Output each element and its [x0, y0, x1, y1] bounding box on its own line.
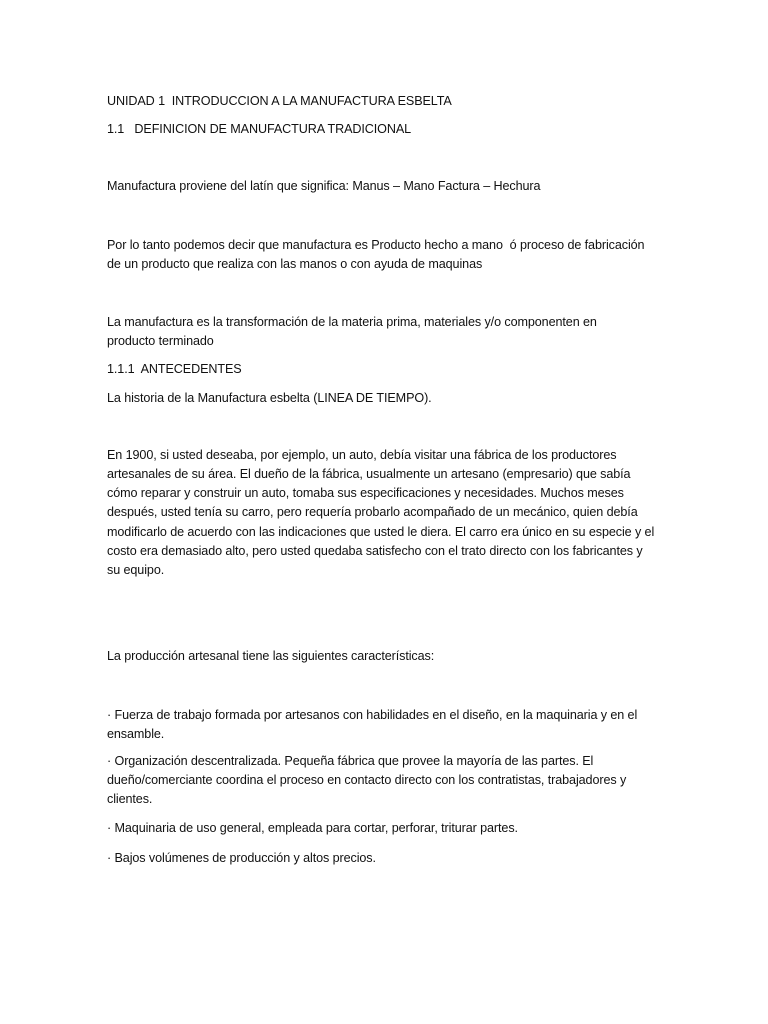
subsection-heading: 1.1.1 ANTECEDENTES [107, 362, 242, 376]
history-paragraph-line: costo era demasiado alto, pero usted quedaba satisfecho con el trato directo con los fabricantes y [107, 544, 643, 558]
history-paragraph-line: artesanales de su área. El dueño de la fábrica, usualmente un artesano (empresario) que sabía [107, 467, 631, 481]
characteristic-item-line: · Maquinaria de uso general, empleada para cortar, perforar, triturar partes. [107, 821, 518, 835]
characteristic-item-line: ensamble. [107, 727, 165, 741]
history-paragraph-line: cómo reparar y construir un auto, tomaba sus especificaciones y necesidades. Muchos meses [107, 486, 624, 500]
unit-heading: UNIDAD 1 INTRODUCCION A LA MANUFACTURA ESBELTA [107, 94, 452, 108]
definition-1-line: Por lo tanto podemos decir que manufactura es Producto hecho a mano ó proceso de fabricación [107, 238, 645, 252]
characteristic-item-line: · Organización descentralizada. Pequeña fábrica que provee la mayoría de las partes. El [107, 754, 594, 768]
history-paragraph-line: modificarlo de acuerdo con las indicaciones que usted le diera. El carro era único en su especie y el [107, 525, 655, 539]
history-paragraph-line: En 1900, si usted deseaba, por ejemplo, un auto, debía visitar una fábrica de los productores [107, 448, 617, 462]
history-paragraph-line: su equipo. [107, 563, 165, 577]
characteristic-item-line: · Bajos volúmenes de producción y altos precios. [107, 851, 376, 865]
definition-1-line: de un producto que realiza con las manos o con ayuda de maquinas [107, 257, 483, 271]
definition-2-line: producto terminado [107, 334, 214, 348]
characteristics-intro: La producción artesanal tiene las siguientes características: [107, 649, 435, 663]
section-heading: 1.1 DEFINICION DE MANUFACTURA TRADICIONAL [107, 122, 412, 136]
characteristic-item-line: dueño/comerciante coordina el proceso en contacto directo con los contratistas, trabajadores y [107, 773, 627, 787]
definition-2-line: La manufactura es la transformación de la materia prima, materiales y/o componenten en [107, 315, 597, 329]
characteristic-item-line: clientes. [107, 792, 153, 806]
history-intro: La historia de la Manufactura esbelta (LINEA DE TIEMPO). [107, 391, 432, 405]
history-paragraph-line: después, usted tenía su carro, pero requería probarlo acompañado de un mecánico, quien debía [107, 505, 638, 519]
characteristic-item-line: · Fuerza de trabajo formada por artesanos con habilidades en el diseño, en la maquinaria y en el [107, 708, 638, 722]
etymology-text: Manufactura proviene del latín que significa: Manus – Mano Factura – Hechura [107, 179, 541, 193]
